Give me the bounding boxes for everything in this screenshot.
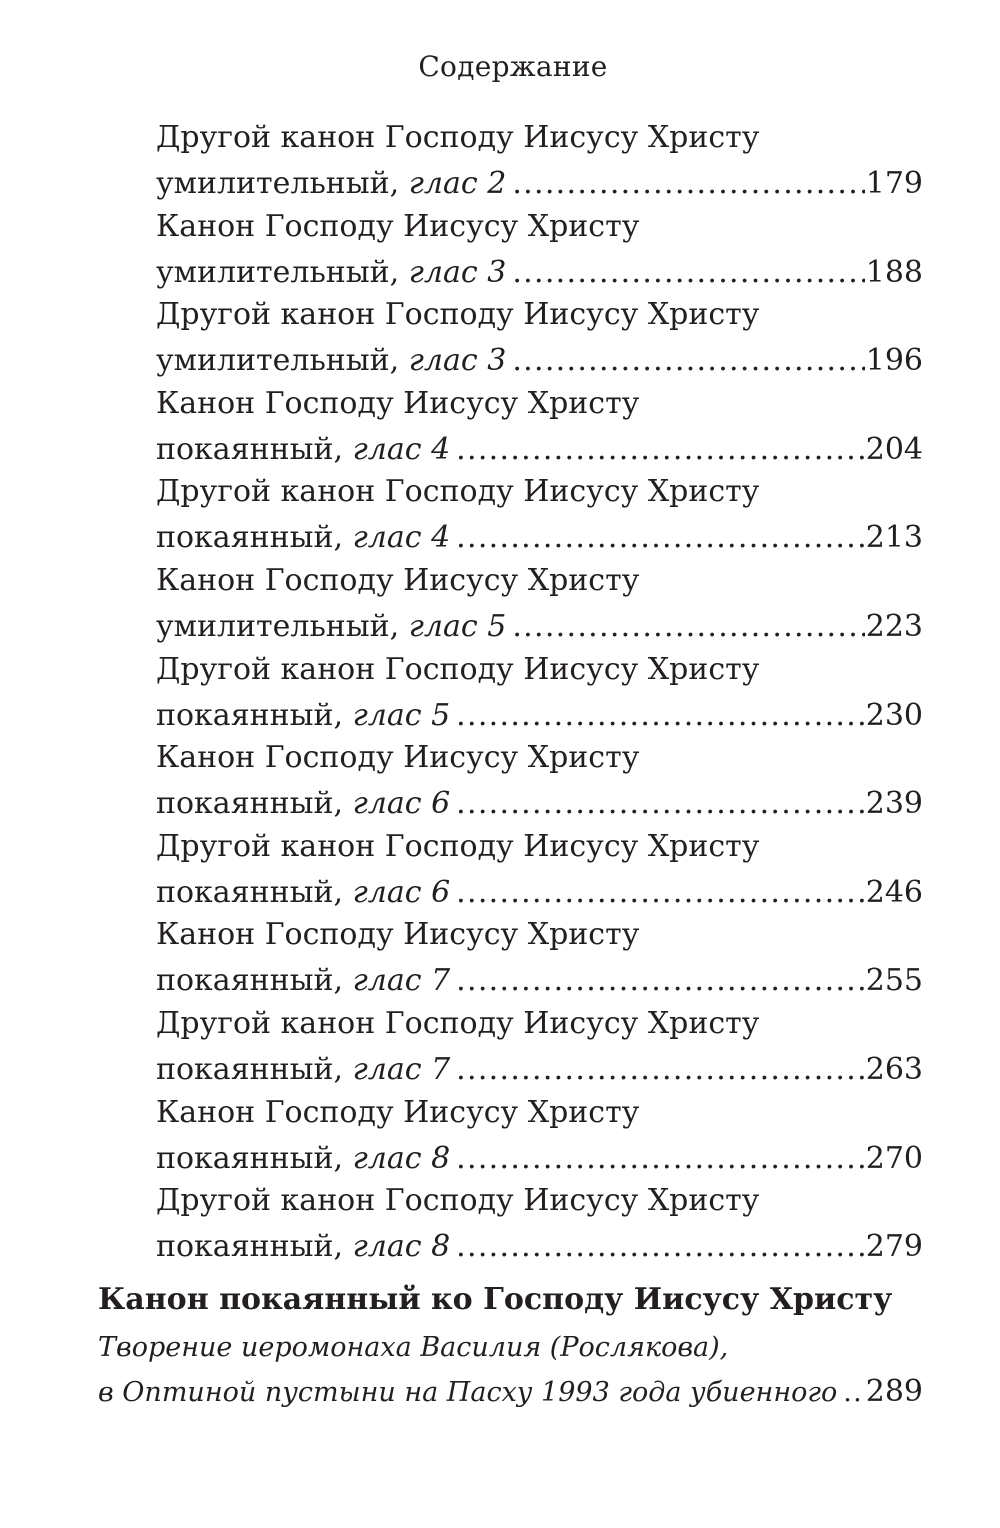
toc-entry-glas: глас 6 bbox=[352, 874, 451, 910]
dot-leader bbox=[456, 1050, 865, 1090]
dot-leader bbox=[456, 518, 865, 558]
dot-leader bbox=[456, 873, 865, 913]
page-number: 213 bbox=[865, 520, 923, 556]
toc-entry-detail bbox=[156, 696, 923, 736]
dot-leader bbox=[456, 696, 865, 736]
toc-entry bbox=[0, 295, 1000, 384]
toc-entry-descriptor: покаянный, bbox=[156, 697, 344, 733]
toc-entry-descriptor: покаянный, bbox=[156, 1229, 344, 1265]
toc-entry-descriptor: покаянный, bbox=[156, 1140, 344, 1176]
page-number: 179 bbox=[865, 166, 923, 201]
page-number: 246 bbox=[865, 874, 923, 910]
dot-leader bbox=[512, 253, 864, 293]
page-number: 188 bbox=[865, 254, 923, 290]
toc-entry-detail bbox=[156, 430, 923, 470]
toc-entry-glas: глас 7 bbox=[352, 1051, 451, 1087]
toc-entry-title: Канон Господу Иисусу Христу bbox=[156, 740, 640, 776]
toc-entry-glas: глас 2 bbox=[408, 166, 507, 201]
toc-entry-glas: глас 8 bbox=[352, 1229, 451, 1265]
toc-entry-detail bbox=[156, 784, 923, 824]
toc-entry-title: Канон Господу Иисусу Христу bbox=[156, 917, 640, 953]
dot-leader bbox=[456, 1139, 865, 1179]
toc-entry-descriptor: покаянный, bbox=[156, 963, 344, 999]
toc-entry-title: Другой канон Господу Иисусу Христу bbox=[156, 1005, 760, 1041]
toc-entry-detail bbox=[156, 607, 923, 647]
dot-leader bbox=[512, 607, 864, 647]
toc-entry-title: Канон Господу Иисусу Христу bbox=[156, 208, 640, 244]
dot-leader bbox=[456, 784, 865, 824]
page-number: 289 bbox=[865, 1374, 923, 1409]
toc-entry-detail bbox=[156, 1227, 923, 1267]
toc-entry bbox=[0, 384, 1000, 473]
page-number: 270 bbox=[865, 1140, 923, 1176]
toc-entry-title: Другой канон Господу Иисусу Христу bbox=[156, 474, 760, 510]
toc-entry-glas: глас 4 bbox=[352, 520, 451, 556]
toc-entry-descriptor: умилительный, bbox=[156, 254, 400, 290]
toc-entry-descriptor: покаянный, bbox=[156, 431, 344, 467]
toc-entry-glas: глас 7 bbox=[352, 963, 451, 999]
toc-entry-glas: глас 3 bbox=[408, 254, 507, 290]
toc-entry-descriptor: покаянный, bbox=[156, 874, 344, 910]
running-head: Содержание bbox=[418, 50, 608, 83]
toc-entry-detail bbox=[156, 873, 923, 913]
toc-entry-title: Канон Господу Иисусу Христу bbox=[156, 385, 640, 421]
toc-entry bbox=[0, 118, 1000, 207]
dot-leader bbox=[512, 341, 864, 381]
toc-entry-detail bbox=[156, 341, 923, 381]
table-of-contents bbox=[0, 118, 1000, 1270]
final-toc-section bbox=[98, 1280, 923, 1413]
toc-entry bbox=[0, 1004, 1000, 1093]
toc-entry bbox=[0, 827, 1000, 916]
page-number: 263 bbox=[865, 1051, 923, 1087]
toc-entry-title: Другой канон Господу Иисусу Христу bbox=[156, 1183, 760, 1219]
page-number: 239 bbox=[865, 786, 923, 822]
dot-leader bbox=[456, 961, 865, 1001]
final-section-heading: Канон покаянный ко Господу Иисусу Христу bbox=[98, 1282, 893, 1317]
toc-entry-descriptor: умилительный, bbox=[156, 608, 400, 644]
toc-entry-glas: глас 5 bbox=[408, 608, 507, 644]
toc-entry-title: Канон Господу Иисусу Христу bbox=[156, 1094, 640, 1130]
final-section-subtitle-text: в Оптиной пустыни на Пасху 1993 года убиенного bbox=[98, 1377, 838, 1408]
toc-entry-title: Канон Господу Иисусу Христу bbox=[156, 562, 640, 598]
dot-leader bbox=[456, 1227, 865, 1267]
toc-entry-glas: глас 4 bbox=[352, 431, 451, 467]
toc-entry-glas: глас 6 bbox=[352, 786, 451, 822]
toc-entry-descriptor: умилительный, bbox=[156, 166, 400, 201]
toc-entry bbox=[0, 915, 1000, 1004]
toc-entry-detail bbox=[156, 1050, 923, 1090]
toc-entry-title: Другой канон Господу Иисусу Христу bbox=[156, 120, 760, 155]
toc-entry bbox=[0, 738, 1000, 827]
toc-entry-glas: глас 8 bbox=[352, 1140, 451, 1176]
toc-entry-descriptor: умилительный, bbox=[156, 343, 400, 379]
toc-entry-descriptor: покаянный, bbox=[156, 1051, 344, 1087]
toc-entry-title: Другой канон Господу Иисусу Христу bbox=[156, 828, 760, 864]
toc-entry-descriptor: покаянный, bbox=[156, 520, 344, 556]
toc-entry-detail bbox=[156, 961, 923, 1001]
toc-entry bbox=[0, 650, 1000, 739]
page-number: 255 bbox=[865, 963, 923, 999]
toc-entry bbox=[0, 472, 1000, 561]
toc-entry-detail bbox=[156, 1139, 923, 1179]
dot-leader bbox=[512, 164, 864, 204]
page-number: 279 bbox=[865, 1229, 923, 1265]
toc-entry-title: Другой канон Господу Иисусу Христу bbox=[156, 297, 760, 333]
page-number: 204 bbox=[865, 431, 923, 467]
toc-entry-glas: глас 5 bbox=[352, 697, 451, 733]
final-section-subtitle-line1: Творение иеромонаха Василия (Рослякова), bbox=[98, 1332, 729, 1363]
toc-entry-descriptor: покаянный, bbox=[156, 786, 344, 822]
toc-entry-detail bbox=[156, 518, 923, 558]
page-number: 196 bbox=[865, 343, 923, 379]
toc-entry bbox=[0, 207, 1000, 296]
toc-entry bbox=[0, 561, 1000, 650]
toc-entry-detail bbox=[156, 164, 923, 204]
toc-entry-glas: глас 3 bbox=[408, 343, 507, 379]
toc-entry bbox=[0, 1181, 1000, 1270]
page-number: 223 bbox=[865, 608, 923, 644]
toc-entry bbox=[0, 1093, 1000, 1182]
final-section-subtitle-line2 bbox=[98, 1372, 923, 1413]
dot-leader bbox=[456, 430, 865, 470]
dot-leader bbox=[843, 1373, 864, 1413]
page-number: 230 bbox=[865, 697, 923, 733]
toc-entry-title: Другой канон Господу Иисусу Христу bbox=[156, 651, 760, 687]
toc-entry-detail bbox=[156, 253, 923, 293]
